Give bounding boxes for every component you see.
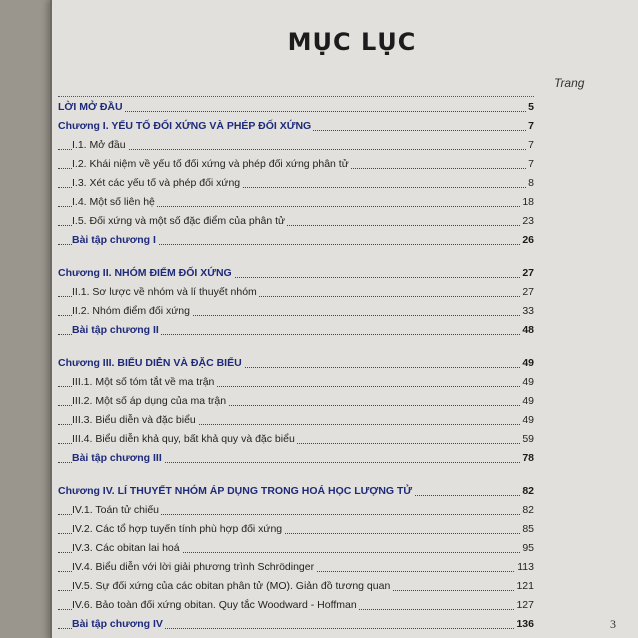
- toc-entry-section[interactable]: [58, 558, 534, 577]
- toc-entry-section[interactable]: [58, 283, 534, 302]
- toc-entry-label: IV.5. Sự đối xứng của các obitan phân tử (MO). Giản đồ tương quan: [72, 577, 392, 596]
- toc-entry-page: 85: [520, 520, 534, 539]
- toc-entry-label: I.2. Khái niệm về yếu tố đối xứng và phép đối xứng phân tử: [72, 155, 351, 174]
- toc-entry-section[interactable]: [58, 212, 534, 231]
- toc-entry-label: I.1. Mở đầu: [72, 136, 128, 155]
- toc-entry-label: Bài tập chương I: [72, 231, 158, 250]
- toc-entry-section[interactable]: [58, 373, 534, 392]
- toc-entry-page: 121: [514, 577, 534, 596]
- toc-entry-chapter-1[interactable]: [58, 117, 534, 136]
- toc-entry-section[interactable]: [58, 392, 534, 411]
- toc-entry-page: 136: [514, 615, 534, 634]
- toc-entry-chapter-3[interactable]: [58, 354, 534, 373]
- toc-entry-page: 113: [515, 558, 534, 577]
- toc-entry-page: 7: [526, 136, 534, 155]
- toc-entry-label: II.1. Sơ lược về nhóm và lí thuyết nhóm: [72, 283, 259, 302]
- toc-entry-section[interactable]: [58, 501, 534, 520]
- toc-entry-page: 27: [520, 264, 534, 283]
- toc-entry-section[interactable]: [58, 411, 534, 430]
- toc-entry-exercises[interactable]: [58, 449, 534, 468]
- toc-entry-label: III.4. Biểu diễn khả quy, bất khả quy và đặc biểu: [72, 430, 297, 449]
- toc-entry-section[interactable]: [58, 155, 534, 174]
- toc-entry-label: IV.3. Các obitan lai hoá: [72, 539, 182, 558]
- toc-entry-section[interactable]: [58, 430, 534, 449]
- toc-entry-label: IV.6. Bảo toàn đối xứng obitan. Quy tắc Woodward - Hoffman: [72, 596, 359, 615]
- toc-entry-page: 95: [520, 539, 534, 558]
- toc-entry-label: Bài tập chương II: [72, 321, 161, 340]
- toc-entry-label: Bài tập chương III: [72, 449, 164, 468]
- toc-entry-page: 49: [520, 373, 534, 392]
- toc-entry-label: Chương III. BIỂU DIỄN VÀ ĐẶC BIỂU: [58, 354, 244, 373]
- toc-entry-label: Chương I. YẾU TỐ ĐỐI XỨNG VÀ PHÉP ĐỐI XỨNG: [58, 117, 313, 136]
- toc-entry-page: 27: [520, 283, 534, 302]
- toc-entry-section[interactable]: [58, 520, 534, 539]
- toc-entry-page: 49: [520, 354, 534, 373]
- toc-entry-page: 7: [526, 155, 534, 174]
- toc-entry-page: 78: [520, 449, 534, 468]
- toc-entry-label: Bài tập chương IV: [72, 615, 165, 634]
- toc-entry-section[interactable]: [58, 302, 534, 321]
- leader-dots: [58, 149, 534, 150]
- toc-entry-page: 23: [520, 212, 534, 231]
- toc-entry-page: 49: [520, 411, 534, 430]
- toc-entry-label: LỜI MỞ ĐẦU: [58, 98, 125, 117]
- toc-entry-page: 82: [520, 501, 534, 520]
- toc-entry-label: III.1. Một số tóm tắt về ma trận: [72, 373, 216, 392]
- toc-entry-label: Chương IV. LÍ THUYẾT NHÓM ÁP DỤNG TRONG HOÁ HỌC LƯỢNG TỬ: [58, 482, 414, 501]
- toc-entry-exercises[interactable]: [58, 321, 534, 340]
- toc-entry-label: IV.1. Toán tử chiếu: [72, 501, 161, 520]
- toc-entry-label: I.3. Xét các yếu tố và phép đối xứng: [72, 174, 242, 193]
- page-column-label: Trang: [554, 76, 585, 90]
- toc-entry-page: 48: [520, 321, 534, 340]
- toc-entry-section[interactable]: [58, 193, 534, 212]
- toc-entry-label: III.2. Một số áp dụng của ma trận: [72, 392, 228, 411]
- leader-dots: [58, 111, 534, 112]
- toc-entry-page: 7: [526, 117, 534, 136]
- toc-entry-exercises[interactable]: [58, 231, 534, 250]
- toc-entry-page: 5: [526, 98, 534, 117]
- page-title: MỤC LỤC: [287, 28, 417, 56]
- toc-entry-chapter-4[interactable]: [58, 482, 534, 501]
- toc-entry-page: 18: [520, 193, 534, 212]
- page-number: 3: [610, 617, 616, 631]
- toc-entry-label: Chương II. NHÓM ĐIỂM ĐỐI XỨNG: [58, 264, 234, 283]
- toc-entry-label: I.4. Một số liên hệ: [72, 193, 157, 212]
- table-of-contents: [58, 98, 534, 634]
- toc-entry-page: 33: [520, 302, 534, 321]
- toc-entry-page: 26: [520, 231, 534, 250]
- toc-entry-intro[interactable]: [58, 98, 534, 117]
- toc-entry-page: 127: [514, 596, 534, 615]
- top-dotted-rule: [58, 96, 534, 97]
- toc-entry-section[interactable]: [58, 539, 534, 558]
- toc-entry-section[interactable]: [58, 174, 534, 193]
- toc-entry-chapter-2[interactable]: [58, 264, 534, 283]
- toc-entry-page: 8: [526, 174, 534, 193]
- toc-entry-page: 59: [520, 430, 534, 449]
- toc-entry-page: 49: [520, 392, 534, 411]
- toc-entry-label: III.3. Biểu diễn và đặc biểu: [72, 411, 198, 430]
- toc-entry-section[interactable]: [58, 577, 534, 596]
- toc-entry-label: II.2. Nhóm điểm đối xứng: [72, 302, 192, 321]
- toc-entry-label: IV.4. Biểu diễn với lời giải phương trình Schrödinger: [72, 558, 316, 577]
- toc-entry-exercises[interactable]: [58, 615, 534, 634]
- toc-entry-label: I.5. Đối xứng và một số đặc điểm của phân tử: [72, 212, 287, 231]
- toc-entry-label: IV.2. Các tổ hợp tuyến tính phù hợp đối xứng: [72, 520, 284, 539]
- toc-entry-section[interactable]: [58, 596, 534, 615]
- toc-entry-page: 82: [520, 482, 534, 501]
- toc-entry-section[interactable]: [58, 136, 534, 155]
